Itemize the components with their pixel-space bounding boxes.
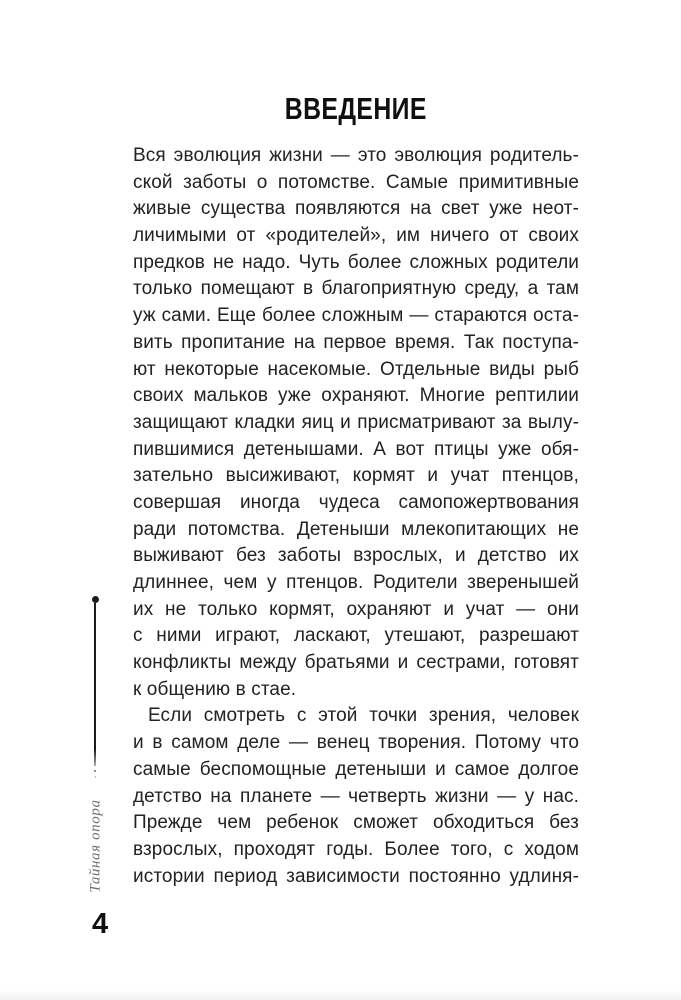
text-line: Если смотреть с этой точки зрения, человек [148, 705, 579, 727]
chapter-marker-fade-dot [94, 770, 96, 772]
text-line: зательно высиживают, кормят и учат птенцов, [133, 465, 579, 487]
text-line: уж сами. Еще более сложным — стараются оста- [133, 305, 579, 327]
text-line: пившимися детенышами. А вот птицы уже обя- [133, 438, 579, 460]
text-line: конфликты между братьями и сестрами, готовят [133, 652, 579, 674]
chapter-marker-fade-dot [95, 776, 97, 778]
chapter-marker-line [94, 603, 96, 766]
text-line: самые беспомощные детеныши и самое долгое [133, 758, 579, 780]
text-line: их не только кормят, охраняют и учат — они [133, 598, 579, 620]
chapter-title [133, 93, 579, 124]
body-text [133, 143, 579, 890]
text-line: детство на планете — четверть жизни — у нас. [133, 785, 579, 807]
text-line: совершая иногда чудеса самопожертвования [133, 491, 579, 513]
paragraph [133, 143, 579, 703]
text-line: истории период зависимости постоянно удлиня- [133, 865, 579, 887]
paragraph [133, 703, 579, 890]
text-line: к общению в стае. [133, 678, 297, 700]
text-line: с ними играют, ласкают, утешают, разрешают [133, 625, 579, 647]
text-line: ской заботы о потомстве. Самые примитивные [133, 171, 579, 193]
chapter-marker-dot [92, 596, 99, 603]
text-line: Прежде чем ребенок сможет обходиться без [133, 812, 579, 834]
text-line: и в самом деле — венец творения. Потому что [133, 732, 579, 754]
text-line: выживают без заботы взрослых, и детство их [133, 545, 579, 567]
text-line: своих мальков уже охраняют. Многие рептилии [133, 385, 579, 407]
text-line: ради потомства. Детеныши млекопитающих не [133, 518, 579, 540]
text-line: только помещают в благоприятную среду, а там [133, 278, 579, 300]
text-line: ют некоторые насекомые. Отдельные виды рыб [133, 358, 579, 380]
page-number: 4 [92, 908, 109, 940]
text-line: длиннее, чем у птенцов. Родители зверенышей [133, 572, 579, 593]
running-book-title: Тайная опора [87, 799, 104, 893]
text-line: Вся эволюция жизни — это эволюция родитель- [133, 145, 579, 166]
text-line: живые существа появляются на свет уже неот- [133, 198, 579, 220]
text-line: личимыми от «родителей», им ничего от своих [133, 225, 579, 247]
page-bottom-shadow [0, 990, 681, 1000]
text-line: предков не надо. Чуть более сложных родители [133, 251, 579, 273]
chapter-title-text: ВВЕДЕНИЕ [284, 91, 428, 126]
text-line: защищают кладки яиц и присматривают за вылу- [133, 411, 579, 433]
text-line: вить пропитание на первое время. Так поступа- [133, 331, 579, 353]
text-line: взрослых, проходят годы. Более того, с ходом [133, 838, 579, 860]
